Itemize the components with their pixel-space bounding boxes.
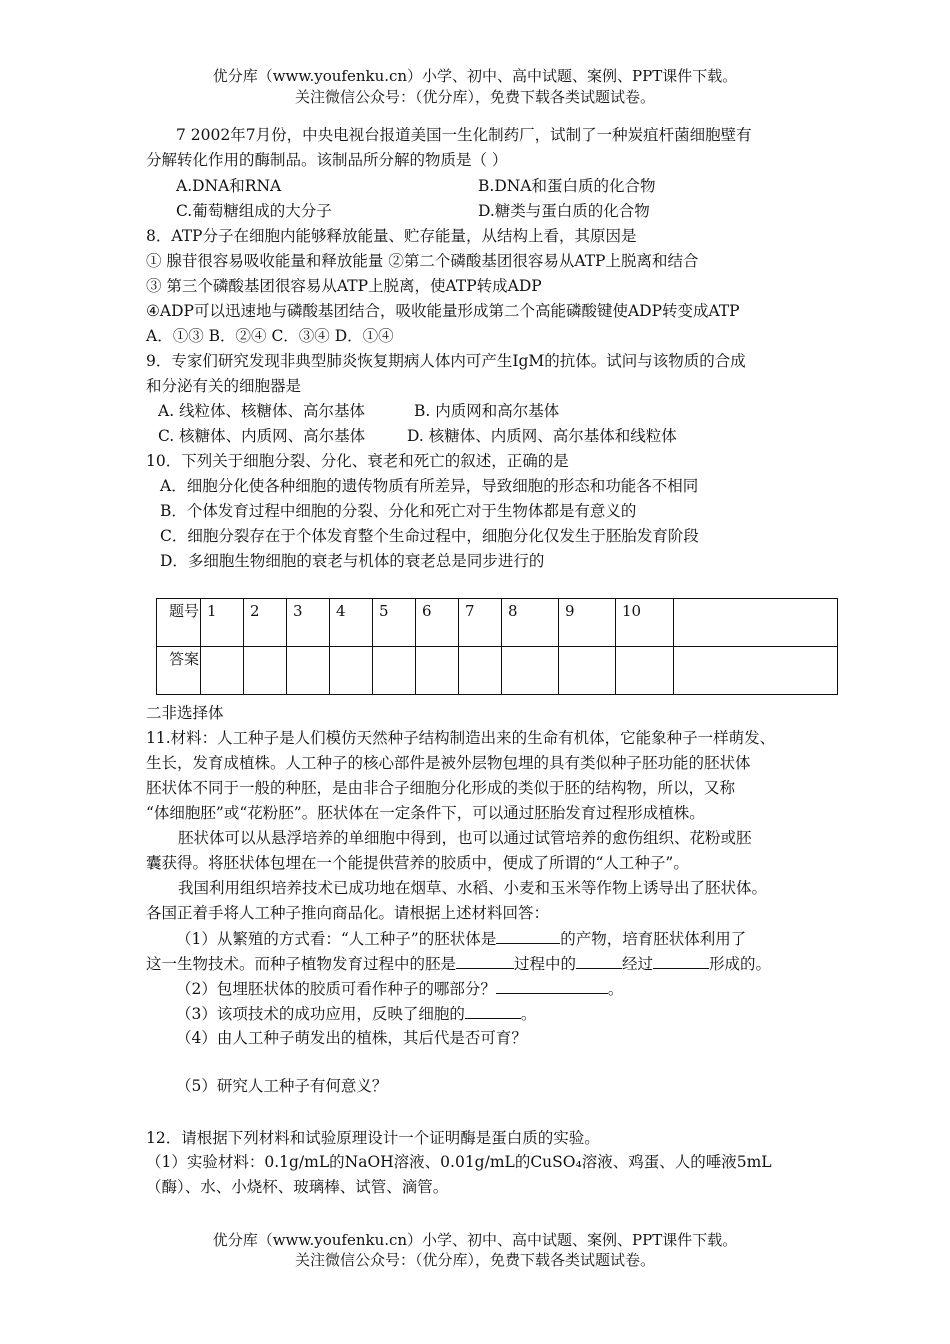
q8-stem: 8．ATP分子在细胞内能够释放能量、贮存能量，从结构上看，其原因是 [146, 227, 637, 245]
q10-option-b: B．个体发育过程中细胞的分裂、分化和死亡对于生物体都是有意义的 [160, 502, 637, 520]
q11-sub1-text-c: 这一生物技术。而种子植物发育过程中的胚是 [146, 955, 457, 973]
answer-cell[interactable] [674, 647, 838, 695]
question-number-cell: 9 [559, 599, 616, 647]
q11-sub2 [176, 977, 623, 1000]
question-number-cell: 2 [244, 599, 287, 647]
answer-blank[interactable] [576, 952, 622, 969]
table-label-question-number: 题号 [157, 599, 201, 647]
q8-options: A．①③ B．②④ C．③④ D．①④ [146, 327, 394, 345]
q11-para3-line-1: 我国利用组织培养技术已成功地在烟草、水稻、小麦和玉米等作物上诱导出了胚状体。 [178, 879, 768, 897]
answer-table-number-row [157, 599, 838, 647]
q7-option-c: C.葡萄糖组成的大分子 [176, 202, 332, 220]
q11-para1-line-1: 11.材料：人工种子是人们模仿天然种子结构制造出来的生命有机体，它能象种子一样萌发、 [146, 729, 776, 747]
q11-para3-line-2: 各国正着手将人工种子推向商品化。请根据上述材料回答： [146, 904, 550, 922]
header-line-1: 优分库（www.youfenku.cn）小学、初中、高中试题、案例、PPT课件下载。 [212, 67, 738, 85]
q10-stem: 10．下列关于细胞分裂、分化、衰老和死亡的叙述，正确的是 [146, 452, 569, 470]
q11-sub1-text-f: 形成的。 [709, 955, 772, 973]
question-number-cell: 7 [459, 599, 502, 647]
q8-statement-1-2: ① 腺苷很容易吸收能量和释放能量 ②第二个磷酸基团很容易从ATP上脱离和结合 [146, 252, 699, 270]
answer-cell[interactable] [502, 647, 559, 695]
q12-materials-line-1: （1）实验材料：0.1g/mL的NaOH溶液、0.01g/mL的CuSO₄溶液、鸡蛋、人的唾液5mL [146, 1153, 772, 1171]
question-number-cell: 10 [616, 599, 674, 647]
answer-cell[interactable] [373, 647, 416, 695]
q11-sub2-text-b: 。 [607, 980, 624, 998]
q11-sub3-text-b: 。 [520, 1005, 537, 1023]
q11-sub5: （5）研究人工种子有何意义？ [176, 1077, 388, 1095]
q11-sub3-text-a: （3）该项技术的成功应用，反映了细胞的 [176, 1005, 465, 1023]
table-label-answer: 答案 [157, 647, 201, 695]
q11-sub1-text-a: （1）从繁殖的方式看：“人工种子”的胚状体是 [176, 930, 497, 948]
question-number-cell: 4 [330, 599, 373, 647]
answer-cell[interactable] [459, 647, 502, 695]
q9-option-c: C. 核糖体、内质网、高尔基体 [158, 427, 366, 445]
q7-option-a: A.DNA和RNA [176, 177, 282, 195]
q11-para1-line-3: 胚状体不同于一般的种胚，是由非合子细胞分化形成的类似于胚的结构物，所以，又称 [146, 779, 736, 797]
q10-option-a: A．细胞分化使各种细胞的遗传物质有所差异，导致细胞的形态和功能各不相同 [160, 477, 699, 495]
q11-para1-line-2: 生长，发育成植株。人工种子的核心部件是被外层物包埋的具有类似种子胚功能的胚状体 [146, 754, 751, 772]
q8-statement-4: ④ADP可以迅速地与磷酸基团结合，吸收能量形成第二个高能磷酸键使ADP转变成ATP [146, 302, 740, 320]
q11-sub4: （4）由人工种子萌发出的植株，其后代是否可育？ [176, 1029, 527, 1047]
question-number-cell: 8 [502, 599, 559, 647]
q7-option-d: D.糖类与蛋白质的化合物 [478, 202, 650, 220]
question-number-cell-empty [674, 599, 838, 647]
footer-line-1: 优分库（www.youfenku.cn）小学、初中、高中试题、案例、PPT课件下载。 [212, 1231, 738, 1249]
answer-cell[interactable] [559, 647, 616, 695]
q11-para2-line-1: 胚状体可以从悬浮培养的单细胞中得到，也可以通过试管培养的愈伤组织、花粉或胚 [178, 829, 752, 847]
q11-sub1-line-2 [146, 952, 771, 975]
q7-stem-line-2: 分解转化作用的酶制品。该制品所分解的物质是（ ） [146, 151, 508, 169]
answer-blank[interactable] [653, 952, 709, 969]
answer-blank[interactable] [456, 952, 514, 969]
q8-statement-3: ③ 第三个磷酸基团很容易从ATP上脱离，使ATP转成ADP [146, 277, 542, 295]
q10-option-c: C．细胞分裂存在于个体发育整个生命过程中，细胞分化仅发生于胚胎发育阶段 [160, 527, 699, 545]
section-2-title: 二非选择体 [146, 704, 224, 722]
answer-table [156, 598, 838, 695]
q9-stem-line-1: 9．专家们研究发现非典型肺炎恢复期病人体内可产生IgM的抗体。试问与该物质的合成 [146, 352, 746, 370]
q11-sub3 [176, 1002, 536, 1025]
question-number-cell: 5 [373, 599, 416, 647]
q11-sub1-text-e: 经过 [622, 955, 654, 973]
answer-cell[interactable] [201, 647, 244, 695]
question-number-cell: 1 [201, 599, 244, 647]
answer-cell[interactable] [244, 647, 287, 695]
q12-stem: 12．请根据下列材料和试验原理设计一个证明酶是蛋白质的实验。 [146, 1129, 600, 1147]
answer-cell[interactable] [287, 647, 330, 695]
q11-sub1-text-d: 过程中的 [514, 955, 577, 973]
q11-sub1-line-1 [176, 927, 746, 950]
answer-table-answer-row [157, 647, 838, 695]
answer-blank[interactable] [496, 977, 608, 994]
q9-option-d: D. 核糖体、内质网、高尔基体和线粒体 [407, 427, 677, 445]
answer-blank[interactable] [496, 927, 560, 944]
q11-para1-line-4: “体细胞胚”或“花粉胚”。胚状体在一定条件下，可以通过胚胎发育过程形成植株。 [146, 804, 705, 822]
q9-option-b: B. 内质网和高尔基体 [414, 402, 560, 420]
header-line-2: 关注微信公众号：（优分库），免费下载各类试题试卷。 [294, 88, 655, 106]
answer-cell[interactable] [416, 647, 459, 695]
answer-cell[interactable] [616, 647, 674, 695]
question-number-cell: 6 [416, 599, 459, 647]
q12-materials-line-2: （酶）、水、小烧杯、玻璃棒、试管、滴管。 [146, 1178, 449, 1196]
q11-sub2-text-a: （2）包埋胚状体的胶质可看作种子的哪部分？ [176, 980, 496, 998]
q10-option-d: D．多细胞生物细胞的衰老与机体的衰老总是同步进行的 [160, 552, 545, 570]
q11-sub1-text-b: 的产物，培育胚状体利用了 [560, 930, 747, 948]
question-number-cell: 3 [287, 599, 330, 647]
q7-option-b: B.DNA和蛋白质的化合物 [478, 177, 656, 195]
q7-stem-line-1: 7 2002年7月份，中央电视台报道美国一生化制药厂，试制了一种炭疽杆菌细胞壁有 [176, 126, 752, 144]
q9-stem-line-2: 和分泌有关的细胞器是 [146, 377, 302, 395]
footer-line-2: 关注微信公众号：（优分库），免费下载各类试题试卷。 [294, 1251, 655, 1269]
answer-blank[interactable] [465, 1002, 521, 1019]
q9-option-a: A. 线粒体、核糖体、高尔基体 [158, 402, 366, 420]
answer-cell[interactable] [330, 647, 373, 695]
q11-para2-line-2: 囊获得。将胚状体包埋在一个能提供营养的胶质中，便成了所谓的“人工种子”。 [146, 854, 689, 872]
